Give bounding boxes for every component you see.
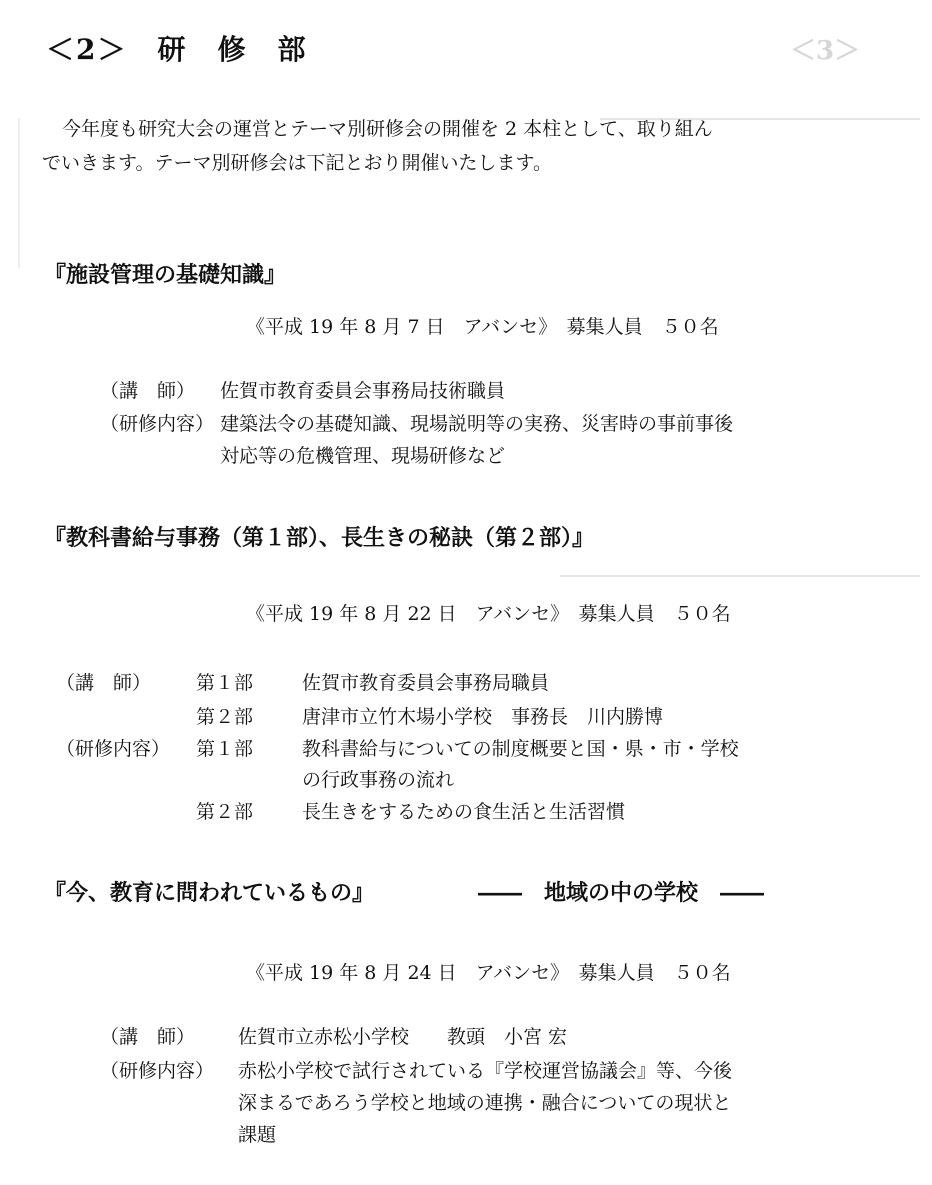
page-heading: ＜2＞ 研 修 部 [46,33,308,66]
session-1-title: 『施設管理の基礎知識』 [44,262,287,288]
session-2-lecturer-label: （講 師） [56,672,152,694]
session-2-part-2-label: 第２部 [196,706,254,728]
session-2-lecturer-part-2: 唐津市立竹木場小学校 事務長 川内勝博 [302,706,664,728]
session-2-lecturer-part-1: 佐賀市教育委員会事務局職員 [302,672,550,694]
session-1-lecturer-label: （講 師） [100,380,196,402]
intro-line-2: でいきます。テーマ別研修会は下記とおり開催いたします。 [42,152,552,174]
session-3-title: 『今、教育に問われているもの』 [44,880,375,906]
session-1-content-label: （研修内容） [100,413,215,435]
session-3-content-line-1: 赤松小学校で試行されている『学校運営協議会』等、今後 [238,1060,733,1082]
session-2-content-part-1-label: 第１部 [196,738,254,760]
session-1-meta: 《平成 19 年 8 月 7 日 アバンセ》 募集人員 ５０名 [246,316,719,338]
session-3-subtitle: ―― 地域の中の学校 ―― [478,880,765,906]
session-2-part-1-label: 第１部 [196,672,254,694]
session-3-content-label: （研修内容） [100,1060,215,1082]
session-3-meta: 《平成 19 年 8 月 24 日 アバンセ》 募集人員 ５０名 [246,962,731,984]
session-1-lecturer: 佐賀市教育委員会事務局技術職員 [220,380,506,402]
session-2-content-part-1-line-1: 教科書給与についての制度概要と国・県・市・学校 [302,738,739,760]
session-3-content-line-2: 深まるであろう学校と地域の連携・融合についての現状と [238,1092,732,1114]
ghost-heading: ＜3＞ [790,36,861,66]
session-2-meta: 《平成 19 年 8 月 22 日 アバンセ》 募集人員 ５０名 [246,603,731,625]
ghost-rule-left [18,118,20,268]
session-2-content-part-2-label: 第２部 [196,801,254,823]
session-3-content-line-3: 課題 [238,1124,277,1146]
intro-line-1: 今年度も研究大会の運営とテーマ別研修会の開催を 2 本柱として、取り組ん [62,118,713,140]
session-1-content-line-1: 建築法令の基礎知識、現場説明等の実務、災害時の事前事後 [220,413,734,435]
session-3-lecturer-label: （講 師） [100,1026,196,1048]
session-2-title: 『教科書給与事務（第１部）、長生きの秘訣（第２部）』 [44,525,595,551]
session-3-lecturer: 佐賀市立赤松小学校 教頭 小宮 宏 [238,1026,568,1048]
session-2-content-label: （研修内容） [56,738,171,760]
session-1-content-line-2: 対応等の危機管理、現場研修など [220,445,506,467]
session-2-content-part-1-line-2: の行政事務の流れ [302,769,455,791]
ghost-rule-2 [560,575,920,577]
session-2-content-part-2: 長生きをするための食生活と生活習慣 [302,801,626,823]
